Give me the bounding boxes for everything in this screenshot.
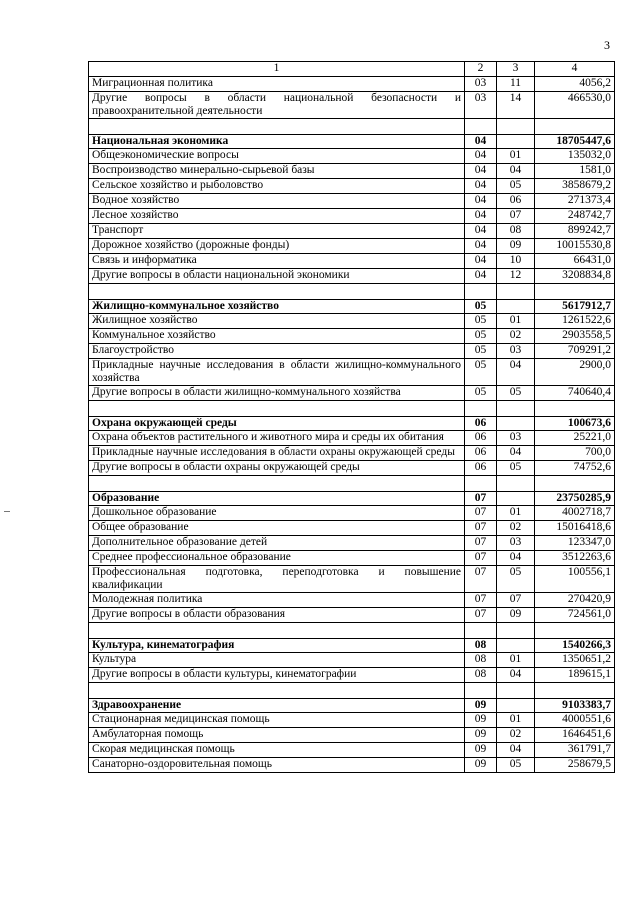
amount-cell: 4002718,7: [535, 506, 615, 521]
item-name-cell: Стационарная медицинская помощь: [89, 713, 465, 728]
table-row: [89, 386, 615, 401]
header-cell: 4: [535, 62, 615, 77]
spacer-row: [89, 401, 615, 417]
subsection-code-cell: 09: [497, 239, 535, 254]
subsection-code-cell: 08: [497, 224, 535, 239]
amount-cell: 258679,5: [535, 758, 615, 773]
section-code-cell: 06: [465, 461, 497, 476]
empty-cell: [89, 401, 465, 417]
budget-table: [88, 61, 615, 773]
subsection-code-cell: 05: [497, 386, 535, 401]
table-row: [89, 446, 615, 461]
table-row: [89, 314, 615, 329]
section-row: [89, 135, 615, 149]
item-name-cell: Другие вопросы в области образования: [89, 608, 465, 623]
empty-cell: [465, 623, 497, 639]
subsection-code-cell: 01: [497, 653, 535, 668]
section-code-cell: 08: [465, 668, 497, 683]
header-row: [89, 62, 615, 77]
header-cell: 3: [497, 62, 535, 77]
item-name-cell: Амбулаторная помощь: [89, 728, 465, 743]
subsection-code-cell: 04: [497, 743, 535, 758]
section-code-cell: 03: [465, 77, 497, 92]
section-code-cell: 04: [465, 149, 497, 164]
empty-cell: [535, 284, 615, 300]
subsection-code-cell: 04: [497, 551, 535, 566]
section-code-cell: 07: [465, 506, 497, 521]
table-row: [89, 668, 615, 683]
spacer-row: [89, 623, 615, 639]
table-row: [89, 653, 615, 668]
section-code-cell: 05: [465, 386, 497, 401]
empty-cell: [89, 623, 465, 639]
subsection-code-cell: 05: [497, 179, 535, 194]
subsection-code-cell: 01: [497, 713, 535, 728]
section-code-cell: 04: [465, 239, 497, 254]
header-cell: 1: [89, 62, 465, 77]
section-code-cell: 07: [465, 536, 497, 551]
table-row: [89, 239, 615, 254]
amount-cell: 1646451,6: [535, 728, 615, 743]
amount-cell: 3512263,6: [535, 551, 615, 566]
amount-cell: 3208834,8: [535, 269, 615, 284]
amount-cell: 123347,0: [535, 536, 615, 551]
empty-cell: [497, 401, 535, 417]
amount-cell: 189615,1: [535, 668, 615, 683]
amount-cell: 361791,7: [535, 743, 615, 758]
item-name-cell: Лесное хозяйство: [89, 209, 465, 224]
empty-cell: [465, 119, 497, 135]
item-name-cell: Культура: [89, 653, 465, 668]
section-code-cell: 09: [465, 699, 497, 713]
empty-cell: [535, 623, 615, 639]
subsection-code-cell: 04: [497, 359, 535, 386]
table-row: [89, 728, 615, 743]
subsection-code-cell: 03: [497, 536, 535, 551]
empty-cell: [497, 476, 535, 492]
section-code-cell: 05: [465, 329, 497, 344]
amount-cell: 135032,0: [535, 149, 615, 164]
item-name-cell: Прикладные научные исследования в области охраны окружающей среды: [89, 446, 465, 461]
item-name-cell: Культура, кинематография: [89, 639, 465, 653]
item-name-cell: Национальная экономика: [89, 135, 465, 149]
section-code-cell: 05: [465, 300, 497, 314]
table-row: [89, 461, 615, 476]
table-row: [89, 743, 615, 758]
empty-cell: [535, 119, 615, 135]
amount-cell: 1261522,6: [535, 314, 615, 329]
section-code-cell: 09: [465, 728, 497, 743]
table-row: [89, 224, 615, 239]
item-name-cell: Коммунальное хозяйство: [89, 329, 465, 344]
section-code-cell: 04: [465, 194, 497, 209]
amount-cell: 100673,6: [535, 417, 615, 431]
item-name-cell: Благоустройство: [89, 344, 465, 359]
section-code-cell: 04: [465, 254, 497, 269]
section-row: [89, 699, 615, 713]
section-code-cell: 07: [465, 593, 497, 608]
spacer-row: [89, 683, 615, 699]
section-code-cell: 07: [465, 566, 497, 593]
item-name-cell: Охрана окружающей среды: [89, 417, 465, 431]
section-code-cell: 04: [465, 224, 497, 239]
empty-cell: [497, 683, 535, 699]
table-row: [89, 506, 615, 521]
amount-cell: 248742,7: [535, 209, 615, 224]
table-row: [89, 431, 615, 446]
empty-cell: [89, 683, 465, 699]
section-code-cell: 05: [465, 314, 497, 329]
section-code-cell: 09: [465, 743, 497, 758]
page-number: 3: [604, 38, 610, 52]
subsection-code-cell: 05: [497, 758, 535, 773]
table-row: [89, 92, 615, 119]
amount-cell: 899242,7: [535, 224, 615, 239]
section-code-cell: 04: [465, 209, 497, 224]
amount-cell: 23750285,9: [535, 492, 615, 506]
empty-cell: [497, 284, 535, 300]
empty-cell: [89, 119, 465, 135]
subsection-code-cell: 12: [497, 269, 535, 284]
item-name-cell: Дошкольное образование: [89, 506, 465, 521]
section-code-cell: 08: [465, 639, 497, 653]
amount-cell: 270420,9: [535, 593, 615, 608]
empty-cell: [465, 476, 497, 492]
subsection-code-cell: 11: [497, 77, 535, 92]
item-name-cell: Молодежная политика: [89, 593, 465, 608]
item-name-cell: Скорая медицинская помощь: [89, 743, 465, 758]
amount-cell: 709291,2: [535, 344, 615, 359]
amount-cell: 271373,4: [535, 194, 615, 209]
table-row: [89, 164, 615, 179]
amount-cell: 2900,0: [535, 359, 615, 386]
section-code-cell: 04: [465, 164, 497, 179]
section-code-cell: 09: [465, 758, 497, 773]
empty-cell: [465, 284, 497, 300]
subsection-code-cell: 03: [497, 431, 535, 446]
item-name-cell: Другие вопросы в области культуры, кинематографии: [89, 668, 465, 683]
amount-cell: 74752,6: [535, 461, 615, 476]
table-row: [89, 551, 615, 566]
subsection-code-cell: 02: [497, 329, 535, 344]
subsection-code-cell: [497, 417, 535, 431]
amount-cell: 1350651,2: [535, 653, 615, 668]
section-code-cell: 06: [465, 446, 497, 461]
spacer-row: [89, 284, 615, 300]
subsection-code-cell: 02: [497, 521, 535, 536]
item-name-cell: Дорожное хозяйство (дорожные фонды): [89, 239, 465, 254]
table-row: [89, 149, 615, 164]
subsection-code-cell: 01: [497, 506, 535, 521]
subsection-code-cell: 01: [497, 149, 535, 164]
empty-cell: [535, 683, 615, 699]
section-code-cell: 07: [465, 521, 497, 536]
spacer-row: [89, 119, 615, 135]
amount-cell: 5617912,7: [535, 300, 615, 314]
subsection-code-cell: [497, 639, 535, 653]
amount-cell: 2903558,5: [535, 329, 615, 344]
amount-cell: 4000551,6: [535, 713, 615, 728]
item-name-cell: Дополнительное образование детей: [89, 536, 465, 551]
item-name-cell: Жилищно-коммунальное хозяйство: [89, 300, 465, 314]
table-row: [89, 608, 615, 623]
item-name-cell: Прикладные научные исследования в области жилищно-коммунального хозяйства: [89, 359, 465, 386]
amount-cell: 10015530,8: [535, 239, 615, 254]
subsection-code-cell: [497, 300, 535, 314]
item-name-cell: Связь и информатика: [89, 254, 465, 269]
amount-cell: 100556,1: [535, 566, 615, 593]
table-row: [89, 536, 615, 551]
margin-mark: [4, 511, 10, 512]
empty-cell: [89, 284, 465, 300]
subsection-code-cell: 02: [497, 728, 535, 743]
table-row: [89, 593, 615, 608]
spacer-row: [89, 476, 615, 492]
section-code-cell: 07: [465, 551, 497, 566]
item-name-cell: Другие вопросы в области жилищно-коммунального хозяйства: [89, 386, 465, 401]
section-code-cell: 09: [465, 713, 497, 728]
empty-cell: [497, 119, 535, 135]
table-row: [89, 713, 615, 728]
section-code-cell: 04: [465, 179, 497, 194]
section-code-cell: 07: [465, 492, 497, 506]
table-row: [89, 359, 615, 386]
amount-cell: 724561,0: [535, 608, 615, 623]
amount-cell: 700,0: [535, 446, 615, 461]
amount-cell: 1581,0: [535, 164, 615, 179]
item-name-cell: Другие вопросы в области национальной экономики: [89, 269, 465, 284]
item-name-cell: Санаторно-оздоровительная помощь: [89, 758, 465, 773]
item-name-cell: Общеэкономические вопросы: [89, 149, 465, 164]
section-row: [89, 639, 615, 653]
item-name-cell: Транспорт: [89, 224, 465, 239]
amount-cell: 3858679,2: [535, 179, 615, 194]
table-row: [89, 521, 615, 536]
item-name-cell: Другие вопросы в области охраны окружающей среды: [89, 461, 465, 476]
table-row: [89, 179, 615, 194]
item-name-cell: Среднее профессиональное образование: [89, 551, 465, 566]
table-row: [89, 254, 615, 269]
section-row: [89, 492, 615, 506]
section-code-cell: 05: [465, 359, 497, 386]
subsection-code-cell: 03: [497, 344, 535, 359]
amount-cell: 4056,2: [535, 77, 615, 92]
subsection-code-cell: 07: [497, 209, 535, 224]
amount-cell: 9103383,7: [535, 699, 615, 713]
header-cell: 2: [465, 62, 497, 77]
item-name-cell: Образование: [89, 492, 465, 506]
item-name-cell: Миграционная политика: [89, 77, 465, 92]
amount-cell: 18705447,6: [535, 135, 615, 149]
subsection-code-cell: 05: [497, 461, 535, 476]
subsection-code-cell: [497, 699, 535, 713]
empty-cell: [465, 401, 497, 417]
table-row: [89, 329, 615, 344]
table-row: [89, 194, 615, 209]
section-code-cell: 04: [465, 269, 497, 284]
item-name-cell: Водное хозяйство: [89, 194, 465, 209]
section-code-cell: 06: [465, 417, 497, 431]
empty-cell: [535, 476, 615, 492]
item-name-cell: Воспроизводство минерально-сырьевой базы: [89, 164, 465, 179]
table-row: [89, 269, 615, 284]
subsection-code-cell: 04: [497, 164, 535, 179]
item-name-cell: Жилищное хозяйство: [89, 314, 465, 329]
section-code-cell: 07: [465, 608, 497, 623]
table-row: [89, 566, 615, 593]
section-code-cell: 06: [465, 431, 497, 446]
subsection-code-cell: 06: [497, 194, 535, 209]
subsection-code-cell: 07: [497, 593, 535, 608]
table-row: [89, 77, 615, 92]
section-row: [89, 417, 615, 431]
subsection-code-cell: 04: [497, 446, 535, 461]
table-row: [89, 758, 615, 773]
amount-cell: 15016418,6: [535, 521, 615, 536]
subsection-code-cell: 04: [497, 668, 535, 683]
empty-cell: [89, 476, 465, 492]
subsection-code-cell: 10: [497, 254, 535, 269]
table-row: [89, 344, 615, 359]
subsection-code-cell: [497, 135, 535, 149]
subsection-code-cell: 01: [497, 314, 535, 329]
item-name-cell: Профессиональная подготовка, переподготовка и повышение квалификации: [89, 566, 465, 593]
amount-cell: 1540266,3: [535, 639, 615, 653]
item-name-cell: Здравоохранение: [89, 699, 465, 713]
empty-cell: [497, 623, 535, 639]
amount-cell: 66431,0: [535, 254, 615, 269]
item-name-cell: Общее образование: [89, 521, 465, 536]
amount-cell: 740640,4: [535, 386, 615, 401]
section-code-cell: 05: [465, 344, 497, 359]
empty-cell: [465, 683, 497, 699]
section-row: [89, 300, 615, 314]
item-name-cell: Охрана объектов растительного и животного мира и среды их обитания: [89, 431, 465, 446]
section-code-cell: 04: [465, 135, 497, 149]
item-name-cell: Сельское хозяйство и рыболовство: [89, 179, 465, 194]
amount-cell: 466530,0: [535, 92, 615, 119]
section-code-cell: 08: [465, 653, 497, 668]
subsection-code-cell: [497, 492, 535, 506]
subsection-code-cell: 14: [497, 92, 535, 119]
table-row: [89, 209, 615, 224]
empty-cell: [535, 401, 615, 417]
subsection-code-cell: 05: [497, 566, 535, 593]
amount-cell: 25221,0: [535, 431, 615, 446]
section-code-cell: 03: [465, 92, 497, 119]
subsection-code-cell: 09: [497, 608, 535, 623]
item-name-cell: Другие вопросы в области национальной безопасности и правоохранительной деятельности: [89, 92, 465, 119]
